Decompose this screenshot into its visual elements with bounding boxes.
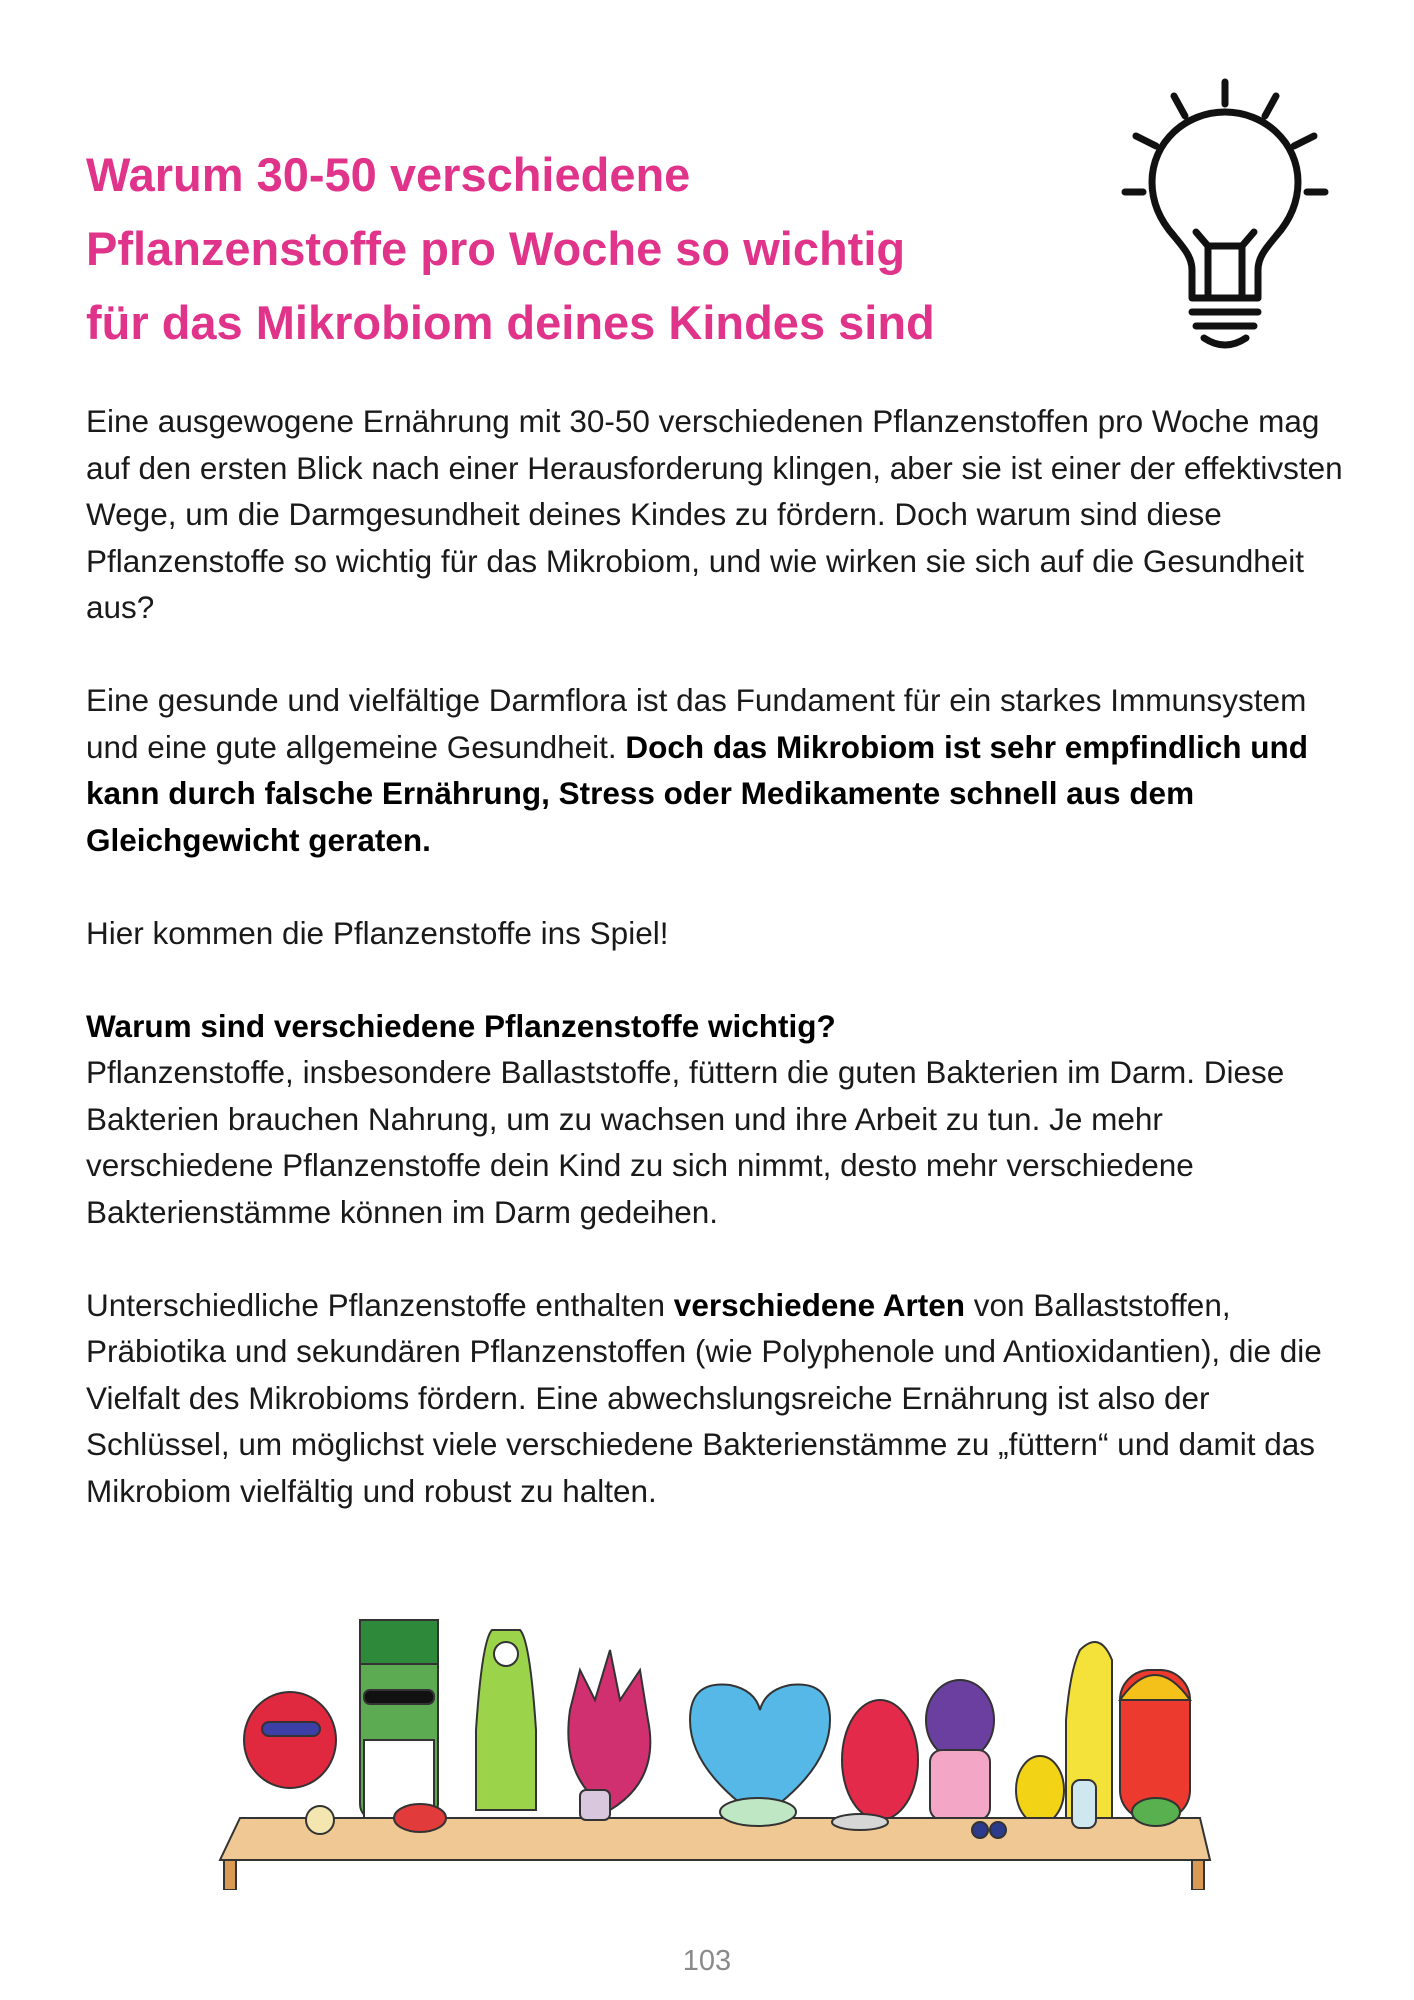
microbe-characters-illustration xyxy=(200,1550,1220,1890)
section-heading xyxy=(86,1003,1346,1050)
article-body xyxy=(86,398,1346,1561)
title-line-1: Warum 30-50 verschiedene xyxy=(86,148,691,201)
red-smile-microbe xyxy=(842,1700,918,1820)
table-leg-left xyxy=(224,1860,236,1890)
red-masked-microbe xyxy=(244,1692,336,1788)
paragraph-intro: Eine ausgewogene Ernährung mit 30-50 verschiedenen Pflanzenstoffen pro Woche mag auf den ersten Blick nach einer Herausforderung klingen, aber sie ist einer der effektivsten Wege, um die Darmgesundheit deines Kindes zu fördern. Doch warum sind diese Pflanzenstoffe so wichtig für das Mikrobiom, und wie wirken sie sich auf die Gesundheit aus? xyxy=(86,403,1343,625)
paragraph-vielfalt-bold: verschiedene Arten xyxy=(673,1286,966,1323)
purple-microbe xyxy=(926,1680,994,1760)
paragraph-darmflora xyxy=(86,677,1346,863)
lightbulb-icon xyxy=(1100,70,1350,360)
page-number: 103 xyxy=(682,1945,732,1977)
yellow-small-microbe xyxy=(1016,1756,1064,1824)
paragraph-darmflora-bold: Doch das Mikrobiom ist sehr empfindlich und kann durch falsche Ernährung, Stress oder Medikamente schnell aus dem Gleichgewicht geraten. xyxy=(86,728,1308,858)
paragraph-spiel: Hier kommen die Pflanzenstoffe ins Spiel! xyxy=(86,914,669,951)
table-top xyxy=(220,1818,1210,1860)
paragraph-vielfalt-text-a: Unterschiedliche Pflanzenstoffe enthalten xyxy=(86,1286,674,1323)
title-line-3: für das Mikrobiom deines Kindes sind xyxy=(86,296,935,349)
table-leg-right xyxy=(1192,1860,1204,1890)
paragraph-darmflora-text: Eine gesunde und vielfältige Darmflora ist das Fundament für ein starkes Immunsystem und eine gute allgemeine Gesundheit. xyxy=(86,682,1307,765)
title-line-2: Pflanzenstoffe pro Woche so wichtig xyxy=(86,222,906,275)
paragraph-vielfalt-text-b: von Ballaststoffen, Präbiotika und sekundären Pflanzenstoffen (wie Polyphenole und Antioxidantien), die die Vielfalt des Mikrobioms fördern. Eine abwechslungsreiche Ernährung ist also der Schlüssel, um möglichst viele verschiedene Bakterienstämme zu „füttern“ und damit das Mikrobiom vielfältig und robust zu halten. xyxy=(86,1286,1322,1509)
paragraph-ballaststoffe: Pflanzenstoffe, insbesondere Ballaststoffe, füttern die guten Bakterien im Darm. Diese Bakterien brauchen Nahrung, um zu wachsen und ihre Arbeit zu tun. Je mehr verschiedene Pflanzenstoffe dein Kind zu sich nimmt, desto mehr verschiedene Bakterienstämme können im Darm gedeihen. xyxy=(86,1054,1285,1230)
section-heading-text: Warum sind verschiedene Pflanzenstoffe wichtig? xyxy=(86,1007,836,1044)
paragraph-vielfalt xyxy=(86,1282,1346,1515)
page-title xyxy=(86,138,1086,360)
pink-spiky-microbe xyxy=(568,1650,650,1810)
